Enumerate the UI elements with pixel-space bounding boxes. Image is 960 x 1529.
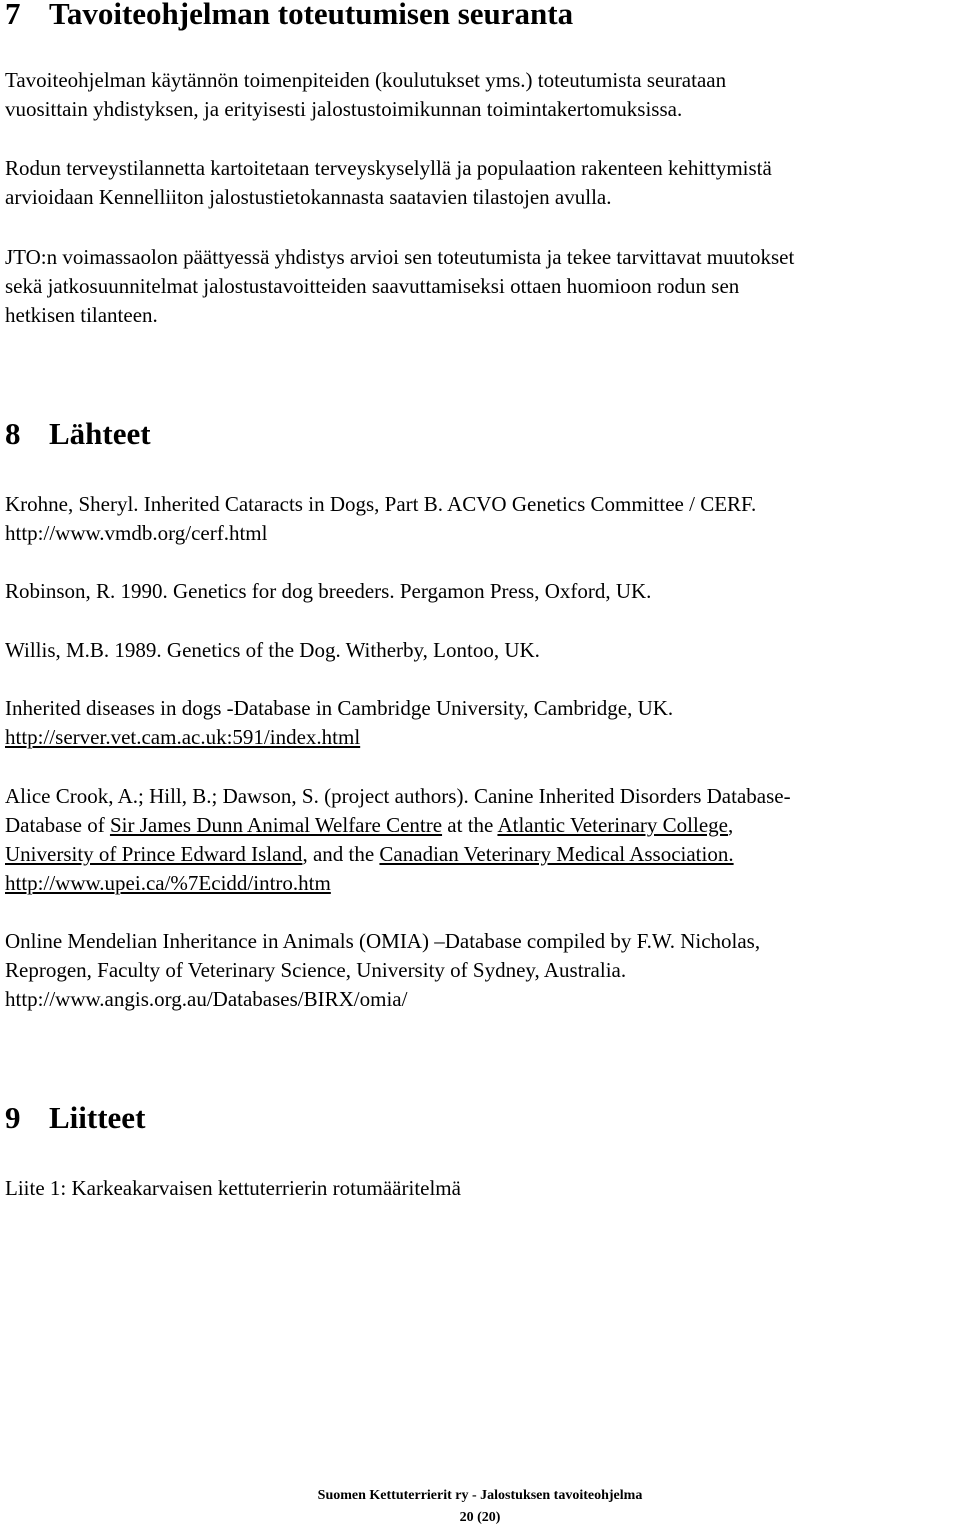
text-line: Inherited diseases in dogs -Database in Cambridge University, Cambridge, UK. [5,696,674,720]
text-run: at the [442,813,498,837]
reference-link[interactable]: http://www.upei.ca/%7Ecidd/intro.htm [5,871,331,895]
section-title: Liitteet [49,1100,146,1135]
section-number: 9 [5,1100,21,1135]
text-line: Reprogen, Faculty of Veterinary Science, University of Sydney, Australia. [5,958,627,982]
section-8-heading [5,416,151,452]
appendix-list [5,1174,960,1203]
text-line [5,811,960,840]
text-line: Willis, M.B. 1989. Genetics of the Dog. Witherby, Lontoo, UK. [5,638,540,662]
paragraph-jto-evaluation [5,243,960,330]
reference-url: http://www.angis.org.au/Databases/BIRX/omia/ [5,987,408,1011]
text-line: hetkisen tilanteen. [5,303,158,327]
reference-link[interactable]: http://server.vet.cam.ac.uk:591/index.html [5,725,361,749]
reference-link[interactable]: Atlantic Veterinary College [497,813,728,837]
text-line: arvioidaan Kennelliiton jalostustietokannasta saatavien tilastojen avulla. [5,185,612,209]
reference-omia [5,927,960,1014]
text-run: , and the [302,842,380,866]
page-footer [0,1485,960,1529]
section-9-heading [5,1100,145,1136]
text-line: Tavoiteohjelman käytännön toimenpiteiden (koulutukset yms.) toteutumista seurataan [5,68,727,92]
section-title: Lähteet [49,416,151,451]
section-7-heading [5,0,573,32]
reference-link[interactable]: Canadian Veterinary Medical Association. [379,842,734,866]
reference-link[interactable]: Sir James Dunn Animal Welfare Centre [109,813,443,837]
paragraph-health-survey [5,154,960,212]
section-title: Tavoiteohjelman toteutumisen seuranta [49,0,574,31]
text-run: , [728,813,734,837]
text-line: Robinson, R. 1990. Genetics for dog breeders. Pergamon Press, Oxford, UK. [5,579,652,603]
text-line: Rodun terveystilannetta kartoitetaan terveyskyselyllä ja populaation rakenteen kehittymistä [5,156,772,180]
section-number: 7 [5,0,21,31]
section-number: 8 [5,416,21,451]
reference-link[interactable]: University of Prince Edward Island [5,842,303,866]
text-line [5,840,960,869]
text-run: Database of [5,813,110,837]
footer-title: Suomen Kettuterrierit ry - Jalostuksen tavoiteohjelma [317,1488,643,1503]
appendix-item: Liite 1: Karkeakarvaisen kettuterrierin rotumääritelmä [5,1176,461,1200]
reference-url: http://www.vmdb.org/cerf.html [5,521,268,545]
text-line: JTO:n voimassaolon päättyessä yhdistys arvioi sen toteutumista ja tekee tarvittavat muutokset [5,245,795,269]
reference-willis [5,636,960,665]
text-line: Alice Crook, A.; Hill, B.; Dawson, S. (project authors). Canine Inherited Disorders Database- [5,784,791,808]
reference-cambridge-database [5,694,960,752]
reference-robinson [5,577,960,606]
page-number: 20 (20) [459,1510,501,1525]
text-line: vuosittain yhdistyksen, ja erityisesti jalostustoimikunnan toimintakertomuksissa. [5,97,683,121]
text-line: Krohne, Sheryl. Inherited Cataracts in Dogs, Part B. ACVO Genetics Committee / CERF. [5,492,757,516]
reference-krohne [5,490,960,548]
text-line: sekä jatkosuunnitelmat jalostustavoitteiden saavuttamiseksi ottaen huomioon rodun sen [5,274,740,298]
reference-cidd [5,782,960,898]
paragraph-followup-actions [5,66,960,124]
text-line: Online Mendelian Inheritance in Animals (OMIA) –Database compiled by F.W. Nicholas, [5,929,761,953]
